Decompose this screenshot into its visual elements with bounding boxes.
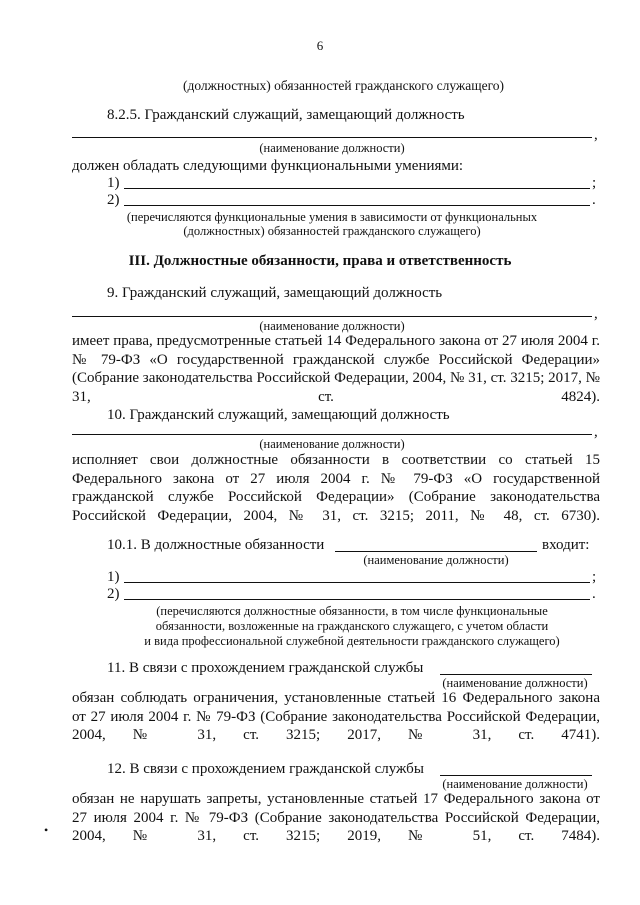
s825-note-line1: (перечисляются функциональные умения в зависимости от функциональных <box>126 210 538 224</box>
s825-item2-line <box>124 205 590 206</box>
s825-item1-line <box>124 188 590 189</box>
s9-position-line <box>72 316 592 317</box>
s12-text: обязан не нарушать запреты, установленные статьей 17 Федерального закона от 27 июля 2004 г. № 79-ФЗ (Собрание законодательства Российской Федерации, 2004, № 31, ст. 3215; 2019, № 51, ст. 7484). <box>72 791 600 844</box>
s101-item1-semicolon: ; <box>592 569 597 585</box>
s825-intro: 8.2.5. Гражданский служащий, замещающий должность <box>107 107 465 123</box>
s101-caption: (наименование должности) <box>363 553 509 567</box>
s101-tail: входит: <box>542 537 590 553</box>
s12-intro: 12. В связи с прохождением гражданской службы <box>107 761 424 777</box>
s9-comma: , <box>594 306 598 322</box>
s101-note-line3: и вида профессиональной служебной деятельности гражданского служащего) <box>144 634 560 648</box>
s825-position-line <box>72 137 592 138</box>
s101-item1-line <box>124 582 590 583</box>
s11-position-line <box>440 674 592 675</box>
s825-note-line2: (должностных) обязанностей гражданского служащего) <box>183 224 481 238</box>
s11-caption: (наименование должности) <box>442 676 588 690</box>
top-note: (должностных) обязанностей гражданского служащего) <box>183 78 505 93</box>
s825-comma: , <box>594 127 598 143</box>
s825-body: должен обладать следующими функциональными умениями: <box>72 158 464 174</box>
s10-position-line <box>72 434 592 435</box>
page-number: 6 <box>316 38 324 53</box>
s101-item2-label: 2) <box>107 586 120 602</box>
s10-caption: (наименование должности) <box>259 437 405 451</box>
s12-position-line <box>440 775 592 776</box>
s101-note-line2: обязанности, возложенные на гражданского служащего, с учетом области <box>155 619 549 633</box>
s10-comma: , <box>594 424 598 440</box>
s101-position-line <box>335 551 537 552</box>
s101-item2-period: . <box>592 586 596 602</box>
s101-intro: 10.1. В должностные обязанности <box>107 537 325 553</box>
s825-item2-label: 2) <box>107 192 120 208</box>
s11-intro: 11. В связи с прохождением гражданской службы <box>107 660 424 676</box>
s9-intro: 9. Гражданский служащий, замещающий должность <box>107 285 443 301</box>
s101-item1-label: 1) <box>107 569 120 585</box>
s9-caption: (наименование должности) <box>259 319 405 333</box>
margin-mark: • <box>44 823 49 837</box>
s825-caption: (наименование должности) <box>259 141 405 155</box>
s825-item1-label: 1) <box>107 175 120 191</box>
s10-intro: 10. Гражданский служащий, замещающий должность <box>107 407 450 423</box>
s11-text: обязан соблюдать ограничения, установленные статьей 16 Федерального закона от 27 июля 2004 г. № 79-ФЗ (Собрание законодательства Российской Федерации, 2004, № 31, ст. 3215; 2017, № 31, ст. 4741). <box>72 690 600 743</box>
s825-item2-period: . <box>592 192 596 208</box>
s10-text: исполняет свои должностные обязанности в соответствии со статьей 15 Федерального закона от 27 июля 2004 г. № 79-ФЗ «О государственной гражданской службе Российской Федерации» (Собрание законодательства Российской Федерации, 2004, № 31, ст. 3215; 2011, № 48, ст. 6730). <box>72 452 600 524</box>
section-3-heading: III. Должностные обязанности, права и ответственность <box>128 253 512 269</box>
s825-item1-semicolon: ; <box>592 175 597 191</box>
s9-text: имеет права, предусмотренные статьей 14 Федерального закона от 27 июля 2004 г. № 79-ФЗ «О государственной гражданской службе Российской Федерации» (Собрание законодательства Российской Федерации, 2004, № 31, ст. 3215; 2017, № 31, ст. 4824). <box>72 333 600 405</box>
s12-caption: (наименование должности) <box>442 777 588 791</box>
s101-note-line1: (перечисляются должностные обязанности, в том числе функциональные <box>156 604 548 618</box>
s101-item2-line <box>124 599 590 600</box>
